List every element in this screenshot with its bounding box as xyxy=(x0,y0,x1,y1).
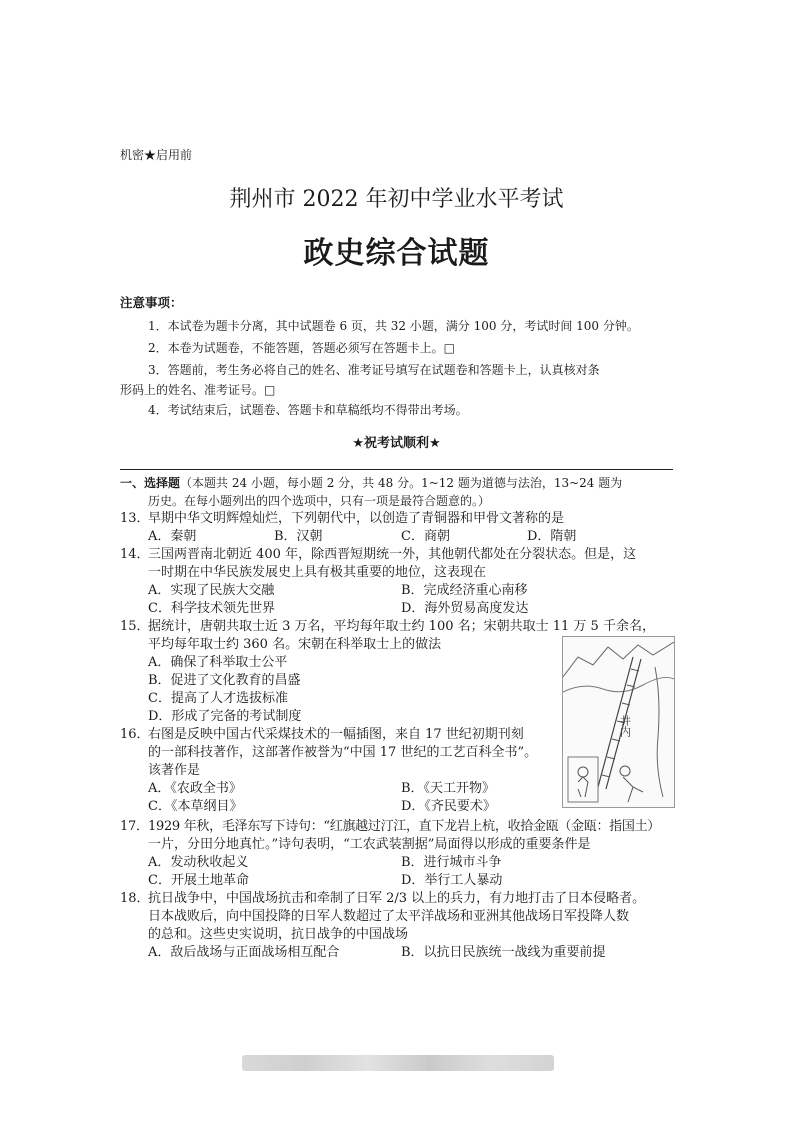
option-c: C．科学技术领先世界 xyxy=(148,601,275,616)
question-text: 的一部科技著作，这部著作被誉为“中国 17 世纪的工艺百科全书”。 xyxy=(148,745,538,760)
figure-label: 井内 xyxy=(618,715,632,737)
question-text: 日本战败后，向中国投降的日军人数超过了太平洋战场和亚洲其他战场日军投降人数 xyxy=(148,909,630,924)
notice-item: 1．本试卷为题卡分离，其中试题卷 6 页，共 32 小题，满分 100 分，考试时间 100 分钟。 xyxy=(148,319,639,333)
question-number: 18． xyxy=(120,891,150,906)
question-text: 平均每年取士约 360 名。宋朝在科举取士上的做法 xyxy=(148,637,442,652)
option-a: A．确保了科举取士公平 xyxy=(148,655,288,670)
notice-item: 3．答题前，考生务必将自己的姓名、准考证号填写在试题卷和答题卡上，认真核对条 xyxy=(148,363,600,377)
exam-subtitle: 政史综合试题 xyxy=(303,236,490,271)
option-c: C．开展土地革命 xyxy=(148,873,249,888)
notice-item: 4．考试结束后，试题卷、答题卡和草稿纸均不得带出考场。 xyxy=(148,403,468,417)
option-d: D．举行工人暴动 xyxy=(401,873,503,888)
question-text: 三国两晋南北朝近 400 年，除西晋短期统一外，其他朝代都处在分裂状态。但是，这 xyxy=(148,547,637,562)
exam-title: 荆州市 2022 年初中学业水平考试 xyxy=(229,187,564,212)
question-text: 右图是反映中国古代采煤技术的一幅插图，来自 17 世纪初期刊刻 xyxy=(148,727,524,742)
question-text: 一片，分田分地真忙。”诗句表明，“工农武装割据”局面得以形成的重要条件是 xyxy=(148,837,591,852)
good-luck-banner: ★祝考试顺利★ xyxy=(352,436,441,451)
question-14 xyxy=(120,546,636,564)
section-desc: （本题共 24 小题，每小题 2 分，共 48 分。1~12 题为道德与法治，13~24 题为 xyxy=(180,476,623,490)
notice-item: 形码上的姓名、准考证号。□ xyxy=(120,383,276,397)
option-b: B．汉朝 xyxy=(274,529,323,544)
notice-item: 2．本卷为试题卷，不能答题，答题必须写在答题卡上。□ xyxy=(148,341,455,355)
option-b: B．完成经济重心南移 xyxy=(401,583,528,598)
option-a: A．发动秋收起义 xyxy=(148,855,249,870)
question-text: 的总和。这些史实说明，抗日战争的中国战场 xyxy=(148,927,409,942)
option-d: D．《齐民要术》 xyxy=(401,799,496,814)
question-number: 13． xyxy=(120,511,150,526)
option-d: D．形成了完备的考试制度 xyxy=(148,709,302,724)
option-b: B．进行城市斗争 xyxy=(401,855,502,870)
question-13 xyxy=(120,510,564,528)
option-b: B．以抗日民族统一战线为重要前提 xyxy=(401,945,606,960)
option-d: D．隋朝 xyxy=(527,529,577,544)
option-a: A．实现了民族大交融 xyxy=(148,583,275,598)
option-b: B．《天工开物》 xyxy=(401,781,496,796)
question-number: 15． xyxy=(120,619,150,634)
coal-mining-illustration xyxy=(562,636,675,808)
question-17 xyxy=(120,818,660,836)
section-desc-line2: 历史。在每小题列出的四个选项中，只有一项是最符合题意的。） xyxy=(148,494,491,508)
question-text: 抗日战争中，中国战场抗击和牵制了日军 2/3 以上的兵力，有力地打击了日本侵略者。 xyxy=(148,891,646,906)
option-d: D．海外贸易高度发达 xyxy=(401,601,529,616)
option-a: A．《农政全书》 xyxy=(148,781,242,796)
option-a: A．秦朝 xyxy=(148,529,197,544)
option-c: C．商朝 xyxy=(401,529,450,544)
question-16 xyxy=(120,726,524,744)
section-divider xyxy=(120,469,673,470)
question-text: 一时期在中华民族发展史上具有极其重要的地位，这表现在 xyxy=(148,565,487,580)
question-text: 该著作是 xyxy=(148,763,201,778)
option-c: C．《本草纲目》 xyxy=(148,799,243,814)
question-number: 17． xyxy=(120,819,149,834)
option-b: B．促进了文化教育的昌盛 xyxy=(148,673,301,688)
confidential-label: 机密★启用前 xyxy=(120,148,193,162)
question-15 xyxy=(120,618,655,636)
question-text: 据统计，唐朝共取士近 3 万名，平均每年取士约 100 名；宋朝共取士 11 万 5 千余名， xyxy=(148,619,655,634)
section-header xyxy=(120,474,622,492)
question-18 xyxy=(120,890,645,908)
blurred-footer-watermark xyxy=(242,1055,554,1071)
question-text: 早期中华文明辉煌灿烂，下列朝代中，以创造了青铜器和甲骨文著称的是 xyxy=(148,511,565,526)
option-c: C．提高了人才选拔标准 xyxy=(148,691,288,706)
option-a: A．敌后战场与正面战场相互配合 xyxy=(148,945,340,960)
question-text: 1929 年秋，毛泽东写下诗句：“红旗越过汀江，直下龙岩上杭，收拾金瓯（金瓯：指国土） xyxy=(148,819,660,834)
question-number: 14． xyxy=(120,547,150,562)
section-title: 一、选择题 xyxy=(120,476,181,490)
question-number: 16． xyxy=(120,727,150,742)
notice-heading: 注意事项： xyxy=(120,295,183,310)
